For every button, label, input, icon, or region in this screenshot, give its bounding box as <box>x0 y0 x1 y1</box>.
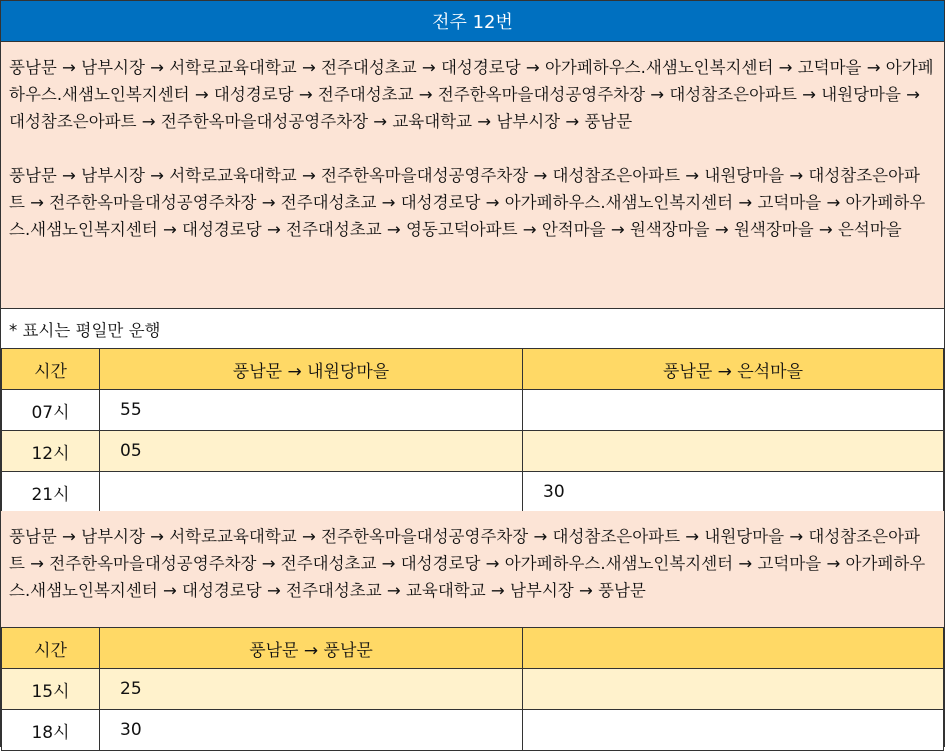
table-row <box>2 390 944 431</box>
minute-cell <box>523 669 944 710</box>
route-description-1 <box>1 42 944 309</box>
header-time: 시간 <box>2 349 100 390</box>
minute-cell: 25 <box>100 669 523 710</box>
route-text-c: 풍남문 → 남부시장 → 서학로교육대학교 → 전주한옥마을대성공영주차장 → 대성참조은아파트 → 내원당마을 → 대성참조은아파트 → 전주한옥마을대성공영주차장 → 전주대성초교 → 대성경로당 → 아가페하우스.새샘노인복지센터 → 고덕마을 → 아가페하우스.새샘노인복지센터 → 대성경로당 → 전주대성초교 → 교육대학교 → 남부시장 → 풍남문 <box>9 527 926 600</box>
time-cell: 07시 <box>2 390 100 431</box>
timetable-2 <box>1 627 944 751</box>
minute-cell: 30 <box>523 472 944 513</box>
minute-cell <box>523 710 944 751</box>
timetable-1 <box>1 348 944 513</box>
table-row <box>2 669 944 710</box>
time-cell: 21시 <box>2 472 100 513</box>
minute-cell: 55 <box>100 390 523 431</box>
minute-cell <box>523 390 944 431</box>
table-row <box>2 431 944 472</box>
page-title: 전주 12번 <box>1 1 944 42</box>
table-header-row <box>2 349 944 390</box>
minute-cell: 30 <box>100 710 523 751</box>
route-description-2 <box>1 511 944 628</box>
minute-cell: 05 <box>100 431 523 472</box>
header-route-1: 풍남문 → 내원당마을 <box>100 349 523 390</box>
header-route-1: 풍남문 → 풍남문 <box>100 628 523 669</box>
time-cell: 12시 <box>2 431 100 472</box>
table-row <box>2 710 944 751</box>
header-time: 시간 <box>2 628 100 669</box>
time-cell: 15시 <box>2 669 100 710</box>
weekday-note: * 표시는 평일만 운행 <box>1 309 944 349</box>
header-route-2: 풍남문 → 은석마을 <box>523 349 944 390</box>
header-route-2 <box>523 628 944 669</box>
minute-cell <box>523 431 944 472</box>
minute-cell <box>100 472 523 513</box>
route-text-a: 풍남문 → 남부시장 → 서학로교육대학교 → 전주대성초교 → 대성경로당 → 아가페하우스.새샘노인복지센터 → 고덕마을 → 아가페하우스.새샘노인복지센터 → 대성경로당 → 전주대성초교 → 전주한옥마을대성공영주차장 → 대성참조은아파트 → 내원당마을 → 대성참조은아파트 → 전주한옥마을대성공영주차장 → 교육대학교 → 남부시장 → 풍남문 <box>9 58 934 131</box>
table-row <box>2 472 944 513</box>
table-header-row <box>2 628 944 669</box>
time-cell: 18시 <box>2 710 100 751</box>
route-text-b: 풍남문 → 남부시장 → 서학로교육대학교 → 전주한옥마을대성공영주차장 → 대성참조은아파트 → 내원당마을 → 대성참조은아파트 → 전주한옥마을대성공영주차장 → 전주대성초교 → 대성경로당 → 아가페하우스.새샘노인복지센터 → 고덕마을 → 아가페하우스.새샘노인복지센터 → 대성경로당 → 전주대성초교 → 영동고덕아파트 → 안적마을 → 원색장마을 → 원색장마을 → 은석마을 <box>9 166 926 239</box>
